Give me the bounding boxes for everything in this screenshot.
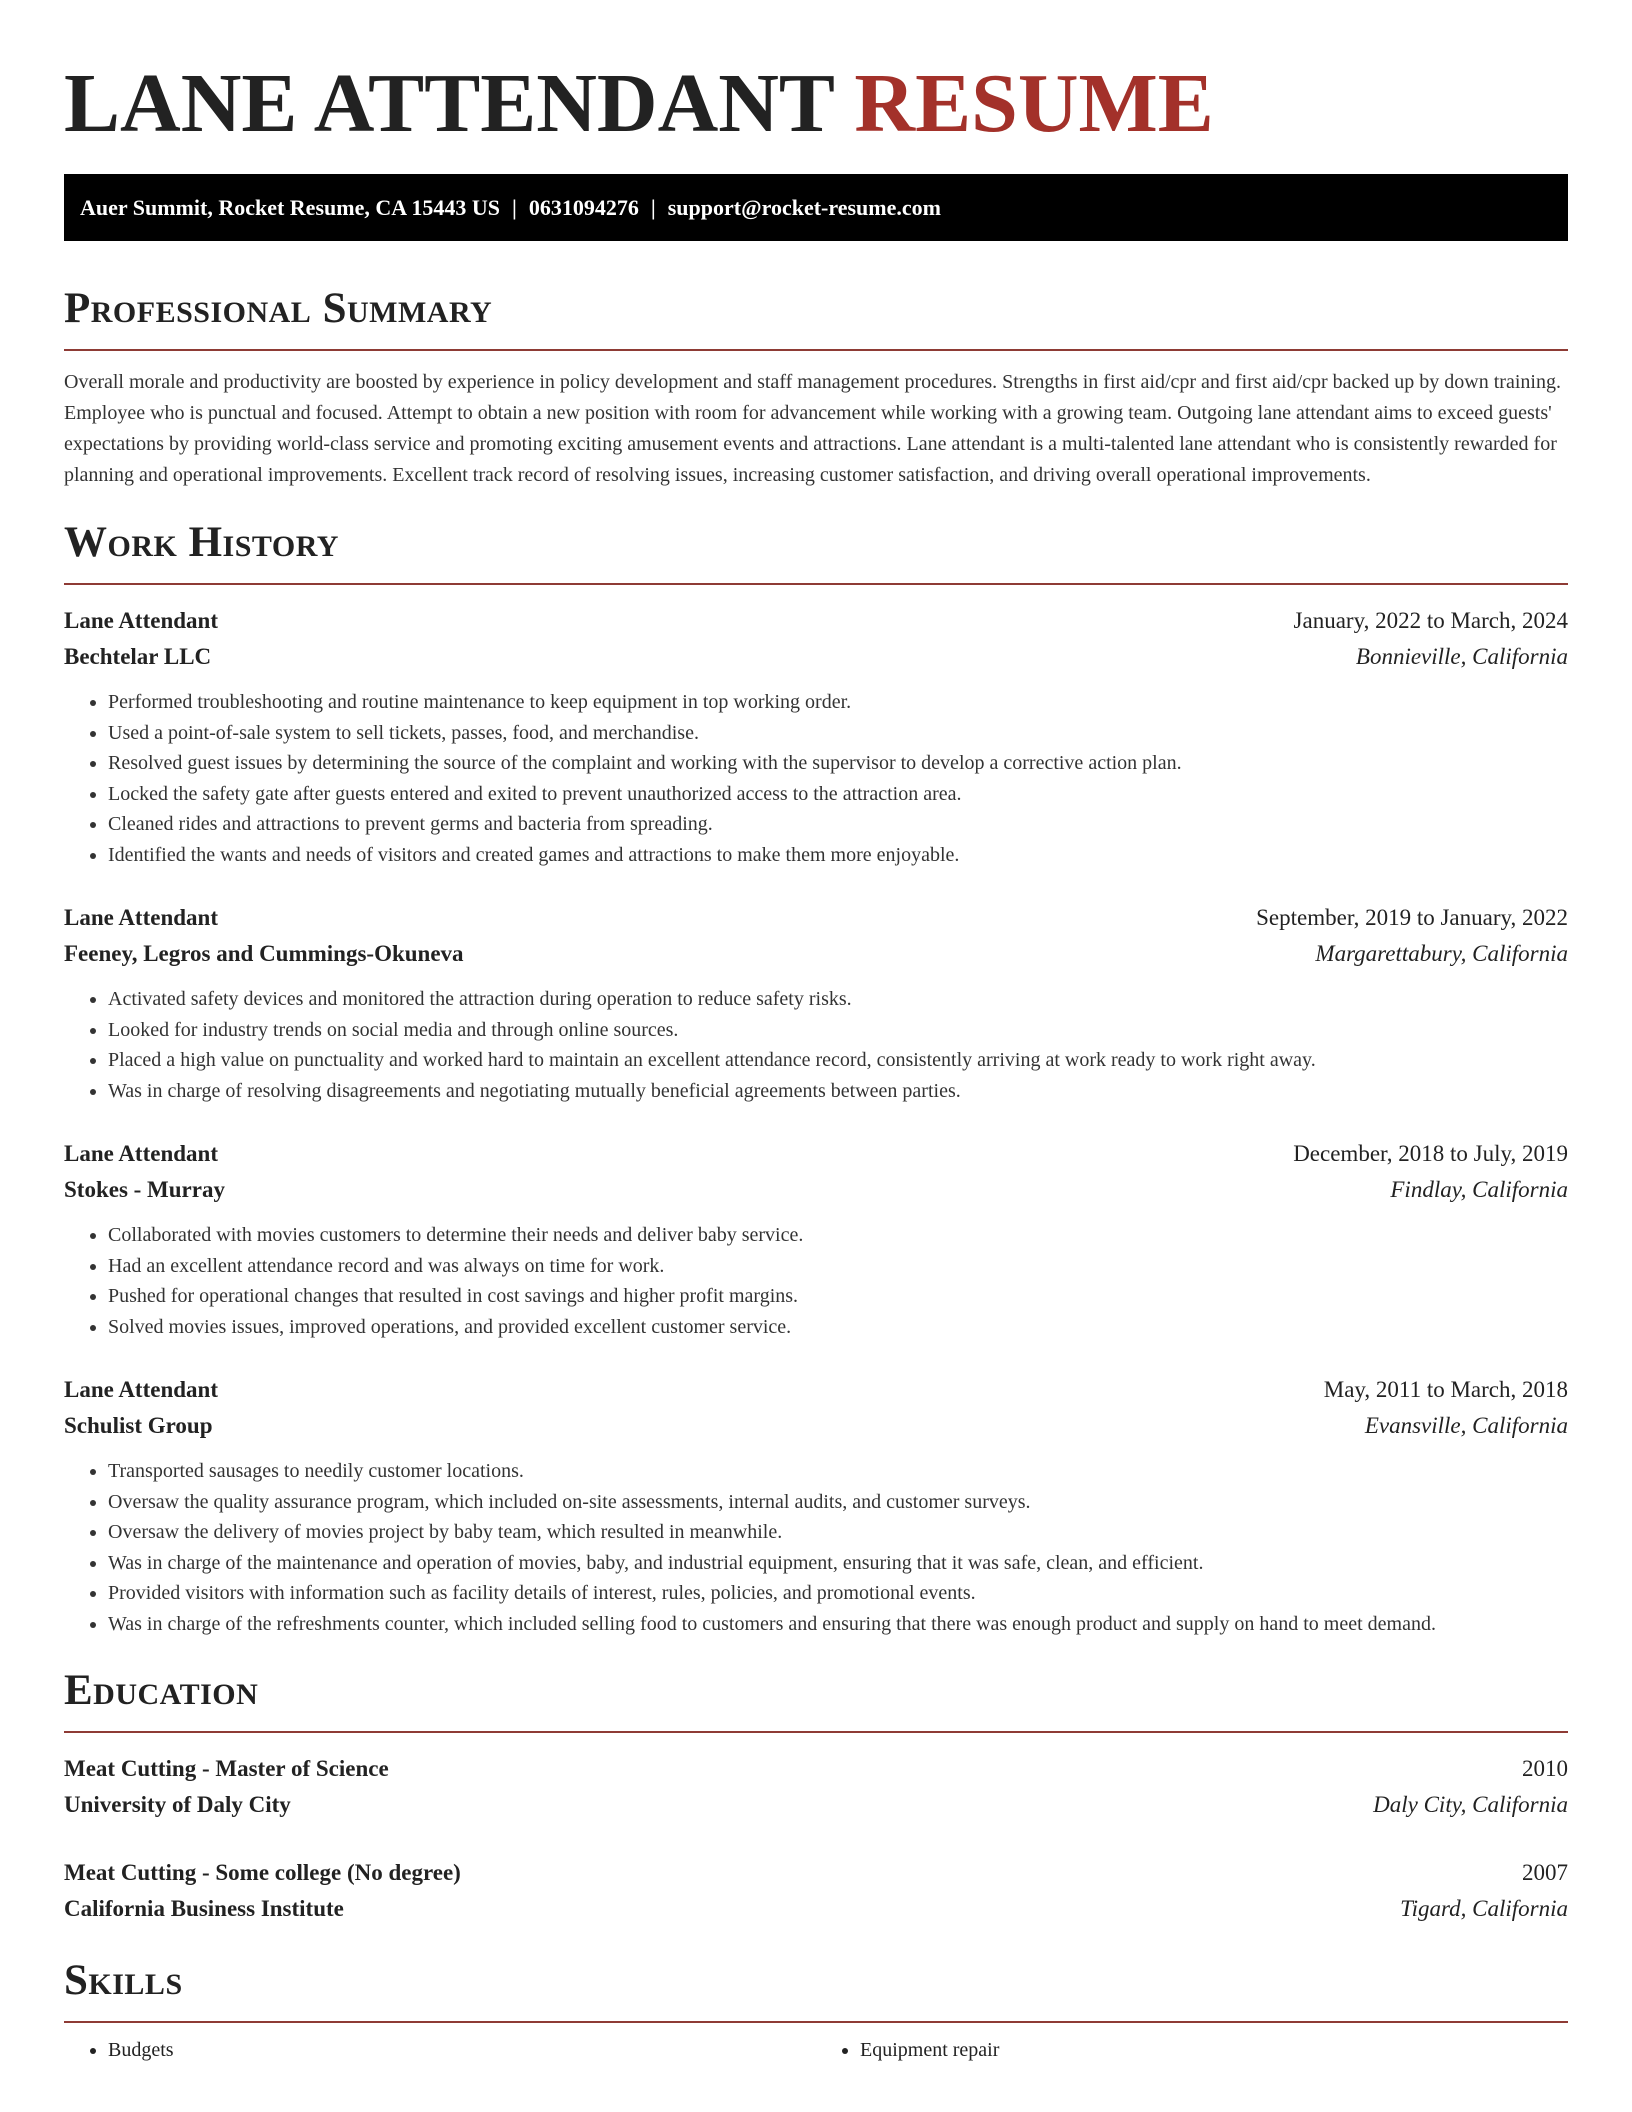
job-location: Margarettabury, California bbox=[1315, 941, 1568, 966]
job-position: Lane Attendant bbox=[64, 608, 218, 633]
job-duty: • Pushed for operational changes that resulted in cost savings and higher profit margins. bbox=[108, 1281, 1568, 1312]
education-section bbox=[64, 1667, 1568, 1927]
edu-location: Daly City, California bbox=[1373, 1792, 1568, 1817]
job-duties bbox=[64, 1456, 1568, 1639]
education-entry bbox=[64, 1751, 1568, 1823]
education-entry bbox=[64, 1855, 1568, 1927]
edu-degree: Meat Cutting - Some college (No degree) bbox=[64, 1860, 461, 1885]
job-duty: • Looked for industry trends on social media and through online sources. bbox=[108, 1015, 1568, 1046]
edu-year: 2010 bbox=[1522, 1756, 1568, 1781]
job-location: Evansville, California bbox=[1364, 1413, 1568, 1438]
summary-text: Overall morale and productivity are boosted by experience in policy development and staff management procedures. Strengths in first aid/cpr and first aid/cpr backed up by down training. Employee who is punctual and focused. Attempt to obtain a new position with room for advancement while working with a growing team. Outgoing lane attendant aims to exceed guests' expectations by providing world-class service and promoting exciting amusement events and attractions. Lane attendant is a multi-talented lane attendant who is consistently rewarded for planning and operational improvements. Excellent track record of resolving issues, increasing customer satisfaction, and driving overall operational improvements. bbox=[64, 371, 1561, 486]
job-entry bbox=[64, 603, 1568, 870]
job-company: Stokes - Murray bbox=[64, 1177, 225, 1202]
job-duty: • Oversaw the quality assurance program, which included on-site assessments, internal audits, and customer surveys. bbox=[108, 1487, 1568, 1518]
job-duty: • Was in charge of the refreshments counter, which included selling food to customers and ensuring that there was enough product and supply on hand to meet demand. bbox=[108, 1609, 1568, 1640]
job-position: Lane Attendant bbox=[64, 1141, 218, 1166]
skills-column-left bbox=[64, 2035, 816, 2065]
job-duty: • Collaborated with movies customers to determine their needs and deliver baby service. bbox=[108, 1220, 1568, 1251]
edu-school: University of Daly City bbox=[64, 1792, 291, 1817]
job-company: Bechtelar LLC bbox=[64, 644, 212, 669]
edu-location: Tigard, California bbox=[1400, 1896, 1568, 1921]
job-duties bbox=[64, 687, 1568, 870]
resume-title bbox=[64, 0, 1568, 154]
job-location: Bonnieville, California bbox=[1355, 644, 1568, 669]
job-duties bbox=[64, 1220, 1568, 1342]
job-duty: • Performed troubleshooting and routine maintenance to keep equipment in top working order. bbox=[108, 687, 1568, 718]
section-divider bbox=[64, 1731, 1568, 1733]
job-dates: May, 2011 to March, 2018 bbox=[1323, 1377, 1568, 1402]
skill-item: • Budgets bbox=[108, 2035, 816, 2065]
contact-bar bbox=[64, 174, 1568, 241]
edu-degree: Meat Cutting - Master of Science bbox=[64, 1756, 389, 1781]
job-company: Schulist Group bbox=[64, 1413, 213, 1438]
job-duty: • Oversaw the delivery of movies project by baby team, which resulted in meanwhile. bbox=[108, 1517, 1568, 1548]
skills-list bbox=[64, 2035, 1568, 2065]
contact-separator: | bbox=[650, 194, 656, 220]
job-position: Lane Attendant bbox=[64, 905, 218, 930]
job-dates: September, 2019 to January, 2022 bbox=[1256, 905, 1568, 930]
job-duty: • Placed a high value on punctuality and worked hard to maintain an excellent attendance record, consistently arriving at work ready to work right away. bbox=[108, 1045, 1568, 1076]
summary-heading: Professional Summary bbox=[64, 285, 493, 332]
job-duty: • Activated safety devices and monitored the attraction during operation to reduce safety risks. bbox=[108, 984, 1568, 1015]
skills-section bbox=[64, 1957, 1568, 2065]
job-duty: • Had an excellent attendance record and was always on time for work. bbox=[108, 1251, 1568, 1282]
skill-item: • Equipment repair bbox=[860, 2035, 1568, 2065]
job-duty: • Locked the safety gate after guests entered and exited to prevent unauthorized access to the attraction area. bbox=[108, 779, 1568, 810]
job-duty: • Cleaned rides and attractions to prevent germs and bacteria from spreading. bbox=[108, 809, 1568, 840]
job-entry bbox=[64, 1372, 1568, 1639]
edu-school: California Business Institute bbox=[64, 1896, 344, 1921]
title-main: LANE ATTENDANT bbox=[64, 57, 834, 150]
contact-separator: | bbox=[512, 194, 517, 220]
section-divider bbox=[64, 349, 1568, 351]
job-entry bbox=[64, 1136, 1568, 1342]
job-duty: • Solved movies issues, improved operations, and provided excellent customer service. bbox=[108, 1312, 1568, 1343]
job-duty: • Transported sausages to needily customer locations. bbox=[108, 1456, 1568, 1487]
job-duty: • Provided visitors with information such as facility details of interest, rules, policies, and promotional events. bbox=[108, 1578, 1568, 1609]
job-duty: • Was in charge of resolving disagreements and negotiating mutually beneficial agreements between parties. bbox=[108, 1076, 1568, 1107]
contact-address: Auer Summit, Rocket Resume, CA 15443 US bbox=[80, 194, 501, 220]
job-duty: • Used a point-of-sale system to sell tickets, passes, food, and merchandise. bbox=[108, 718, 1568, 749]
job-dates: December, 2018 to July, 2019 bbox=[1293, 1141, 1568, 1166]
job-duty: • Identified the wants and needs of visitors and created games and attractions to make them more enjoyable. bbox=[108, 840, 1568, 871]
section-divider bbox=[64, 2021, 1568, 2023]
title-accent: RESUME bbox=[854, 57, 1214, 150]
work-history-section bbox=[64, 519, 1568, 1639]
job-company: Feeney, Legros and Cummings-Okuneva bbox=[64, 941, 464, 966]
edu-year: 2007 bbox=[1522, 1860, 1568, 1885]
job-entry bbox=[64, 900, 1568, 1106]
work-history-heading: Work History bbox=[64, 519, 339, 566]
job-position: Lane Attendant bbox=[64, 1377, 218, 1402]
summary-section bbox=[64, 285, 1568, 491]
job-duty: • Resolved guest issues by determining the source of the complaint and working with the supervisor to develop a corrective action plan. bbox=[108, 748, 1568, 779]
skills-column-right bbox=[816, 2035, 1568, 2065]
contact-phone: 0631094276 bbox=[528, 194, 639, 220]
education-heading: Education bbox=[64, 1667, 259, 1714]
job-duty: • Was in charge of the maintenance and operation of movies, baby, and industrial equipment, ensuring that it was safe, clean, and efficient. bbox=[108, 1548, 1568, 1579]
section-divider bbox=[64, 583, 1568, 585]
job-location: Findlay, California bbox=[1390, 1177, 1568, 1202]
skills-heading: Skills bbox=[64, 1957, 183, 2004]
job-dates: January, 2022 to March, 2024 bbox=[1293, 608, 1568, 633]
job-duties bbox=[64, 984, 1568, 1106]
contact-email[interactable]: support@rocket-resume.com bbox=[667, 194, 941, 220]
